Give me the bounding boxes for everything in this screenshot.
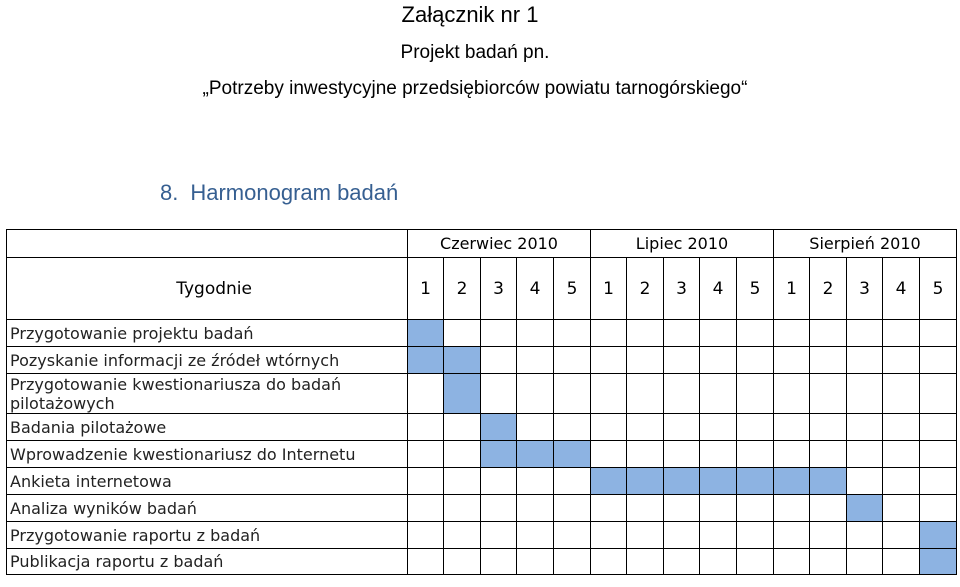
task-name: Przygotowanie kwestionariusza do badań pilotażowych (7, 374, 408, 414)
schedule-empty-cell (444, 522, 481, 549)
schedule-bar-cell (700, 468, 737, 495)
schedule-empty-cell (517, 468, 554, 495)
schedule-empty-cell (554, 320, 591, 347)
schedule-empty-cell (554, 522, 591, 549)
schedule-empty-cell (444, 320, 481, 347)
task-row (7, 495, 957, 522)
week-number-cell: 5 (554, 258, 591, 320)
schedule-bar-cell (774, 468, 810, 495)
schedule-empty-cell (444, 414, 481, 441)
schedule-empty-cell (554, 549, 591, 575)
task-name: Wprowadzenie kwestionariusz do Internetu (7, 441, 408, 468)
week-number-cell: 4 (517, 258, 554, 320)
schedule-empty-cell (627, 347, 664, 374)
schedule-empty-cell (847, 320, 883, 347)
schedule-empty-cell (920, 441, 957, 468)
schedule-empty-cell (554, 374, 591, 414)
task-name: Przygotowanie projektu badań (7, 320, 408, 347)
week-number-cell: 2 (444, 258, 481, 320)
schedule-bar-cell (737, 468, 774, 495)
schedule-empty-cell (847, 347, 883, 374)
schedule-empty-cell (627, 495, 664, 522)
schedule-empty-cell (481, 522, 517, 549)
schedule-empty-cell (408, 468, 444, 495)
schedule-empty-cell (737, 495, 774, 522)
schedule-empty-cell (774, 522, 810, 549)
schedule-empty-cell (517, 414, 554, 441)
schedule-empty-cell (444, 549, 481, 575)
schedule-empty-cell (883, 522, 920, 549)
week-number-cell: 4 (883, 258, 920, 320)
schedule-empty-cell (408, 522, 444, 549)
schedule-empty-cell (737, 441, 774, 468)
schedule-bar-cell (444, 347, 481, 374)
schedule-bar-cell (481, 441, 517, 468)
schedule-empty-cell (847, 549, 883, 575)
weeks-label: Tygodnie (7, 258, 408, 320)
schedule-empty-cell (920, 374, 957, 414)
schedule-bar-cell (664, 468, 700, 495)
schedule-bar-cell (810, 468, 847, 495)
schedule-empty-cell (408, 374, 444, 414)
schedule-empty-cell (847, 414, 883, 441)
schedule-bar-cell (408, 320, 444, 347)
task-name: Przygotowanie raportu z badań (7, 522, 408, 549)
schedule-empty-cell (883, 495, 920, 522)
schedule-empty-cell (591, 522, 627, 549)
schedule-empty-cell (774, 374, 810, 414)
task-row (7, 522, 957, 549)
schedule-empty-cell (481, 468, 517, 495)
week-number-cell: 2 (627, 258, 664, 320)
schedule-empty-cell (883, 347, 920, 374)
schedule-empty-cell (664, 320, 700, 347)
schedule-empty-cell (517, 347, 554, 374)
schedule-bar-cell (591, 468, 627, 495)
week-number-cell: 3 (847, 258, 883, 320)
schedule-empty-cell (883, 549, 920, 575)
schedule-bar-cell (408, 347, 444, 374)
task-name: Ankieta internetowa (7, 468, 408, 495)
schedule-empty-cell (444, 495, 481, 522)
schedule-empty-cell (591, 414, 627, 441)
schedule-empty-cell (481, 347, 517, 374)
task-row (7, 414, 957, 441)
month-header: Czerwiec 2010 (408, 230, 591, 258)
task-name: Badania pilotażowe (7, 414, 408, 441)
task-row (7, 320, 957, 347)
schedule-empty-cell (700, 374, 737, 414)
schedule-empty-cell (554, 495, 591, 522)
schedule-empty-cell (627, 374, 664, 414)
schedule-empty-cell (700, 522, 737, 549)
schedule-empty-cell (774, 320, 810, 347)
task-name: Analiza wyników badań (7, 495, 408, 522)
schedule-empty-cell (444, 441, 481, 468)
task-row (7, 347, 957, 374)
schedule-empty-cell (627, 320, 664, 347)
week-number-cell: 3 (481, 258, 517, 320)
schedule-empty-cell (810, 441, 847, 468)
schedule-empty-cell (737, 374, 774, 414)
schedule-empty-cell (627, 414, 664, 441)
schedule-empty-cell (591, 347, 627, 374)
schedule-empty-cell (737, 414, 774, 441)
section-title: Harmonogram badań (190, 180, 399, 205)
schedule-empty-cell (737, 549, 774, 575)
schedule-empty-cell (481, 549, 517, 575)
schedule-empty-cell (920, 495, 957, 522)
schedule-empty-cell (883, 320, 920, 347)
month-header: Lipiec 2010 (591, 230, 774, 258)
schedule-empty-cell (774, 414, 810, 441)
week-number-cell: 4 (700, 258, 737, 320)
schedule-empty-cell (517, 549, 554, 575)
week-number-cell: 1 (591, 258, 627, 320)
schedule-empty-cell (591, 320, 627, 347)
schedule-empty-cell (664, 414, 700, 441)
schedule-empty-cell (774, 495, 810, 522)
project-name: „Potrzeby inwestycyjne przedsiębiorców powiatu tarnogórskiego“ (202, 78, 748, 99)
schedule-empty-cell (664, 495, 700, 522)
week-number-cell: 5 (920, 258, 957, 320)
schedule-empty-cell (810, 374, 847, 414)
schedule-empty-cell (810, 347, 847, 374)
schedule-empty-cell (481, 374, 517, 414)
schedule-bar-cell (847, 495, 883, 522)
schedule-bar-cell (920, 549, 957, 575)
weeks-row (7, 258, 957, 320)
schedule-empty-cell (627, 522, 664, 549)
schedule-empty-cell (847, 522, 883, 549)
task-name: Pozyskanie informacji ze źródeł wtórnych (7, 347, 408, 374)
schedule-empty-cell (591, 549, 627, 575)
schedule-empty-cell (920, 347, 957, 374)
week-number-cell: 1 (774, 258, 810, 320)
week-number-cell: 5 (737, 258, 774, 320)
schedule-empty-cell (664, 549, 700, 575)
schedule-empty-cell (517, 495, 554, 522)
schedule-empty-cell (554, 347, 591, 374)
schedule-empty-cell (883, 374, 920, 414)
document-subtitle: Projekt badań pn. (400, 42, 550, 63)
schedule-empty-cell (810, 320, 847, 347)
schedule-empty-cell (774, 549, 810, 575)
schedule-empty-cell (700, 441, 737, 468)
schedule-empty-cell (517, 522, 554, 549)
schedule-empty-cell (627, 441, 664, 468)
schedule-bar-cell (481, 414, 517, 441)
schedule-empty-cell (700, 495, 737, 522)
schedule-empty-cell (700, 549, 737, 575)
section-number: 8. (160, 180, 179, 205)
schedule-empty-cell (774, 441, 810, 468)
schedule-empty-cell (883, 468, 920, 495)
schedule-bar-cell (554, 441, 591, 468)
schedule-empty-cell (408, 549, 444, 575)
document-title: Załącznik nr 1 (401, 2, 539, 27)
schedule-empty-cell (737, 347, 774, 374)
schedule-empty-cell (737, 522, 774, 549)
schedule-empty-cell (517, 320, 554, 347)
week-number-cell: 2 (810, 258, 847, 320)
schedule-empty-cell (481, 320, 517, 347)
schedule-empty-cell (517, 374, 554, 414)
task-row (7, 441, 957, 468)
schedule-empty-cell (664, 347, 700, 374)
schedule-empty-cell (810, 495, 847, 522)
schedule-empty-cell (408, 441, 444, 468)
schedule-empty-cell (627, 549, 664, 575)
schedule-empty-cell (664, 441, 700, 468)
schedule-empty-cell (920, 320, 957, 347)
week-number-cell: 3 (664, 258, 700, 320)
task-row (7, 468, 957, 495)
schedule-empty-cell (883, 441, 920, 468)
schedule-empty-cell (481, 495, 517, 522)
schedule-table (6, 229, 957, 575)
schedule-empty-cell (810, 522, 847, 549)
task-name: Publikacja raportu z badań (7, 549, 408, 575)
schedule-empty-cell (700, 347, 737, 374)
schedule-empty-cell (700, 414, 737, 441)
schedule-empty-cell (810, 414, 847, 441)
months-corner-cell (7, 230, 408, 258)
schedule-empty-cell (920, 414, 957, 441)
schedule-empty-cell (554, 468, 591, 495)
months-row (7, 230, 957, 258)
task-row (7, 374, 957, 414)
schedule-empty-cell (591, 441, 627, 468)
schedule-empty-cell (408, 495, 444, 522)
schedule-empty-cell (591, 495, 627, 522)
schedule-empty-cell (737, 320, 774, 347)
schedule-bar-cell (517, 441, 554, 468)
schedule-empty-cell (847, 374, 883, 414)
task-row (7, 549, 957, 575)
month-header: Sierpień 2010 (774, 230, 957, 258)
schedule-empty-cell (664, 522, 700, 549)
schedule-empty-cell (591, 374, 627, 414)
schedule-empty-cell (408, 414, 444, 441)
schedule-empty-cell (810, 549, 847, 575)
week-number-cell: 1 (408, 258, 444, 320)
schedule-bar-cell (444, 374, 481, 414)
schedule-empty-cell (883, 414, 920, 441)
schedule-bar-cell (920, 522, 957, 549)
section-heading (160, 180, 398, 206)
schedule-bar-cell (627, 468, 664, 495)
schedule-empty-cell (774, 347, 810, 374)
schedule-empty-cell (664, 374, 700, 414)
schedule-empty-cell (554, 414, 591, 441)
schedule-empty-cell (700, 320, 737, 347)
schedule-empty-cell (920, 468, 957, 495)
schedule-empty-cell (847, 441, 883, 468)
schedule-empty-cell (444, 468, 481, 495)
schedule-empty-cell (847, 468, 883, 495)
